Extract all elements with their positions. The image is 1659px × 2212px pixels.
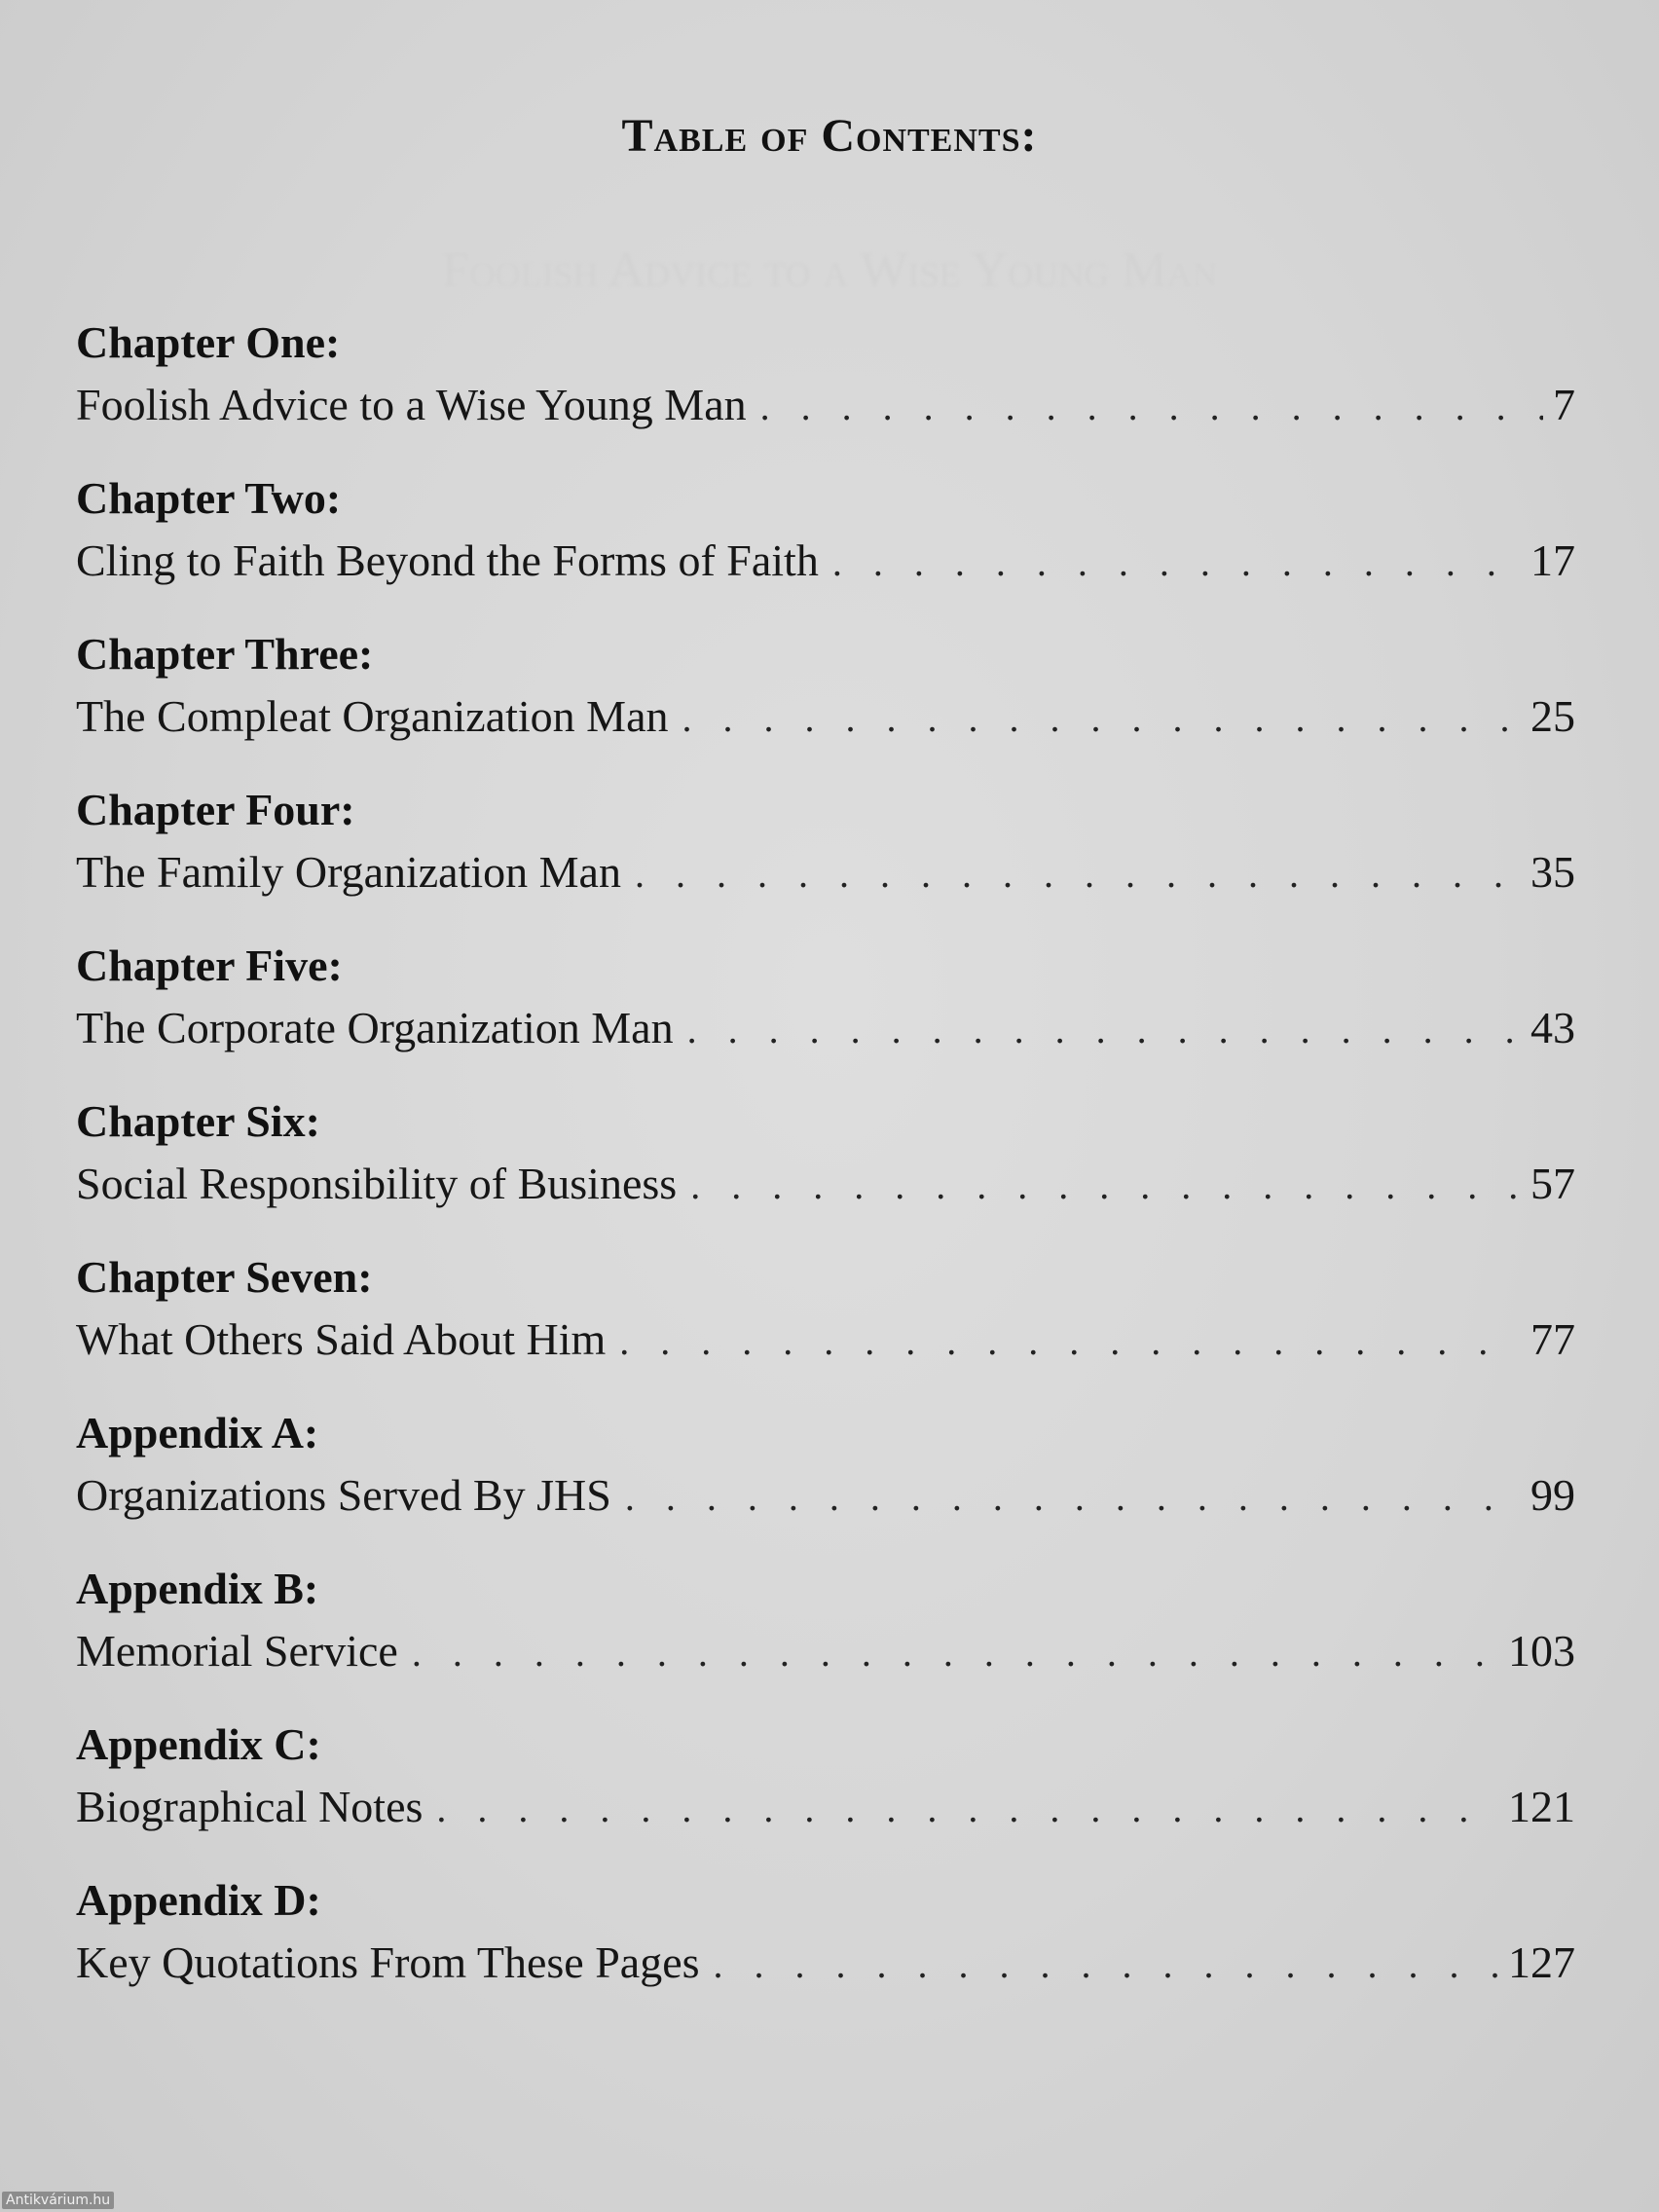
entry-title: Cling to Faith Beyond the Forms of Faith (76, 535, 819, 585)
entry-title: Foolish Advice to a Wise Young Man (76, 380, 747, 429)
page-number: 17 (1530, 535, 1575, 585)
show-through-text: Foolish Advice to a Wise Young Man (441, 242, 1218, 298)
entry-label: Appendix A: (76, 1408, 319, 1457)
toc-entry-appendix-c (76, 1714, 1575, 1869)
entry-label: Chapter Four: (76, 785, 355, 834)
entry-label: Chapter Seven: (76, 1252, 373, 1302)
entry-title: Biographical Notes (76, 1782, 424, 1831)
entry-line (76, 1776, 1575, 1838)
entry-title: The Corporate Organization Man (76, 1003, 674, 1052)
entry-line (76, 1620, 1575, 1682)
toc-entry-chapter-five (76, 935, 1575, 1090)
dot-leader (412, 1622, 1498, 1684)
entry-label: Chapter One: (76, 317, 341, 367)
entry-label: Chapter Two: (76, 473, 342, 523)
entry-line (76, 530, 1575, 592)
toc-entry-chapter-three (76, 623, 1575, 779)
dot-leader (832, 532, 1521, 594)
entry-title: Key Quotations From These Pages (76, 1937, 700, 1987)
entry-title: Organizations Served By JHS (76, 1470, 611, 1520)
page-number: 77 (1530, 1314, 1575, 1364)
dot-leader (635, 843, 1521, 905)
toc-entry-chapter-one (76, 312, 1575, 467)
entry-label: Appendix B: (76, 1564, 319, 1613)
entry-line (76, 685, 1575, 748)
page-number: 127 (1508, 1937, 1575, 1987)
toc-entry-appendix-b (76, 1558, 1575, 1714)
toc-entry-chapter-seven (76, 1246, 1575, 1402)
page-number: 121 (1508, 1782, 1575, 1831)
toc-entry-appendix-a (76, 1402, 1575, 1558)
entry-line (76, 374, 1575, 436)
dot-leader (619, 1310, 1521, 1373)
entry-title: Social Responsibility of Business (76, 1159, 678, 1208)
toc-entry-chapter-four (76, 779, 1575, 935)
entry-label: Chapter Six: (76, 1096, 320, 1146)
entry-line (76, 997, 1575, 1059)
entry-label: Appendix D: (76, 1875, 321, 1925)
entry-line (76, 1464, 1575, 1527)
table-of-contents (76, 312, 1575, 2025)
entry-title: The Family Organization Man (76, 847, 621, 897)
entry-label: Appendix C: (76, 1719, 321, 1769)
page-title: Table of Contents: (621, 110, 1038, 162)
page-number: 57 (1530, 1159, 1575, 1208)
entry-line (76, 1309, 1575, 1371)
entry-label: Chapter Three: (76, 629, 374, 679)
dot-leader (625, 1466, 1521, 1529)
dot-leader (714, 1934, 1498, 1996)
entry-label: Chapter Five: (76, 940, 343, 990)
toc-entry-appendix-d (76, 1869, 1575, 2025)
page-number: 43 (1530, 1003, 1575, 1052)
entry-line (76, 1932, 1575, 1994)
dot-leader (687, 999, 1521, 1061)
entry-line (76, 1153, 1575, 1215)
dot-leader (682, 687, 1522, 750)
entry-title: What Others Said About Him (76, 1314, 607, 1364)
page-number: 25 (1530, 691, 1575, 741)
page-number: 103 (1508, 1626, 1575, 1676)
page-number: 99 (1530, 1470, 1575, 1520)
watermark: Antikvárium.hu (2, 2192, 114, 2209)
entry-title: The Compleat Organization Man (76, 691, 669, 741)
entry-title: Memorial Service (76, 1626, 398, 1676)
dot-leader (760, 376, 1543, 438)
dot-leader (436, 1778, 1498, 1840)
page-number: 35 (1530, 847, 1575, 897)
toc-entry-chapter-six (76, 1090, 1575, 1246)
dot-leader (690, 1155, 1521, 1217)
entry-line (76, 841, 1575, 903)
page-number: 7 (1553, 380, 1575, 429)
toc-entry-chapter-two (76, 467, 1575, 623)
